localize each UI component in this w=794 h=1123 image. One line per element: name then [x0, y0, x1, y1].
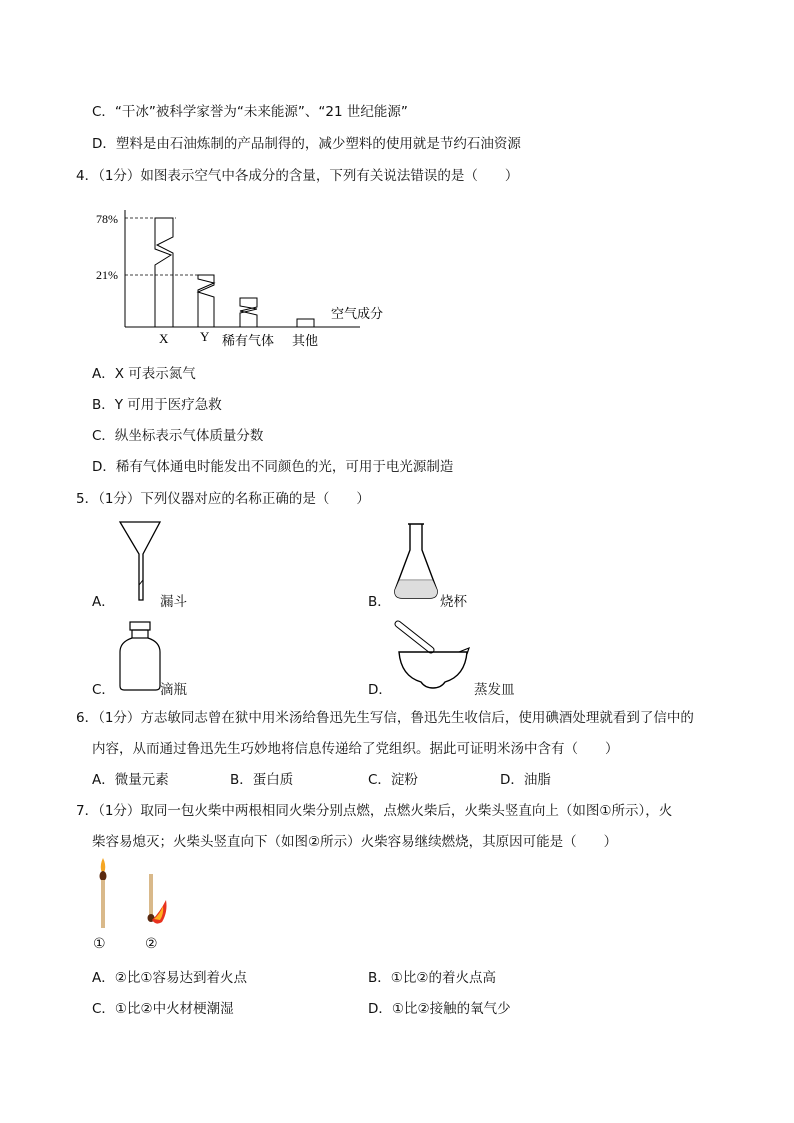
- q5-d-letter: D．: [368, 682, 392, 698]
- funnel-illustration: [115, 520, 165, 602]
- q6-stem-line1: 6．（1分）方志敏同志曾在狱中用米汤给鲁迅先生写信，鲁迅先生收信后，使用碘酒处理就看到了信中的: [76, 710, 694, 726]
- q7-option-a: A．②比①容易达到着火点: [92, 970, 247, 986]
- q7-option-c: C．①比②中火材梗潮湿: [92, 1001, 234, 1017]
- match-head-down-illustration: [142, 872, 172, 930]
- mortar-illustration: [393, 618, 473, 690]
- y-tick-78: 78%: [96, 212, 118, 226]
- x-tick-x: X: [159, 331, 169, 346]
- q6-option-a: A．微量元素: [92, 772, 169, 788]
- q7-fig1-label: ①: [93, 936, 106, 952]
- q5-a-name: 漏斗: [160, 594, 187, 610]
- match-head-up-illustration: [93, 858, 113, 930]
- q7-option-b: B．①比②的着火点高: [368, 970, 496, 986]
- reagent-bottle-illustration: [118, 620, 162, 692]
- bar-x: [155, 218, 173, 327]
- q7-option-d: D．①比②接触的氧气少: [368, 1001, 511, 1017]
- q4-stem: 4．（1分）如图表示空气中各成分的含量，下列有关说法错误的是（ ）: [76, 168, 519, 184]
- q5-c-letter: C．: [92, 682, 115, 698]
- q7-fig2-label: ②: [145, 936, 158, 952]
- q6-option-d: D．油脂: [500, 772, 551, 788]
- q4-option-a: A．X 可表示氮气: [92, 366, 196, 382]
- q7-stem-line1: 7．（1分）取同一包火柴中两根相同火柴分别点燃，点燃火柴后，火柴头竖直向上（如图①所示），火: [76, 803, 673, 819]
- q5-c-name: 滴瓶: [160, 682, 187, 698]
- air-composition-chart: [80, 205, 400, 355]
- q6-stem-line2: 内容，从而通过鲁迅先生巧妙地将信息传递给了党组织。据此可证明米汤中含有（ ）: [92, 741, 619, 757]
- x-tick-rare-gas: 稀有气体: [222, 334, 275, 349]
- q7-stem-line2: 柴容易熄灭；火柴头竖直向下（如图②所示）火柴容易继续燃烧，其原因可能是（ ）: [92, 834, 618, 850]
- q4-option-b: B．Y 可用于医疗急救: [92, 397, 222, 413]
- y-tick-21: 21%: [96, 268, 118, 282]
- q5-b-letter: B．: [368, 594, 391, 610]
- q5-a-letter: A．: [92, 594, 115, 610]
- q5-b-name: 烧杯: [440, 594, 467, 610]
- bar-y: [198, 275, 214, 327]
- q5-stem: 5．（1分）下列仪器对应的名称正确的是（ ）: [76, 491, 370, 507]
- x-tick-y: Y: [200, 329, 210, 344]
- bar-rare-gas: [240, 298, 257, 327]
- q6-option-b: B．蛋白质: [230, 772, 294, 788]
- x-axis-label: 空气成分: [331, 307, 384, 322]
- q4-option-c: C．纵坐标表示气体质量分数: [92, 428, 264, 444]
- bar-others: [297, 319, 314, 327]
- q5-d-name: 蒸发皿: [474, 682, 515, 698]
- q6-option-c: C．淀粉: [368, 772, 418, 788]
- q3-option-c: C．“干冰”被科学家誉为“未来能源”、“21 世纪能源”: [92, 104, 408, 120]
- q4-option-d: D．稀有气体通电时能发出不同颜色的光，可用于电光源制造: [92, 459, 454, 475]
- conical-flask-illustration: [390, 520, 442, 602]
- q3-option-d: D．塑料是由石油炼制的产品制得的，减少塑料的使用就是节约石油资源: [92, 136, 521, 152]
- x-tick-others: 其他: [292, 334, 319, 349]
